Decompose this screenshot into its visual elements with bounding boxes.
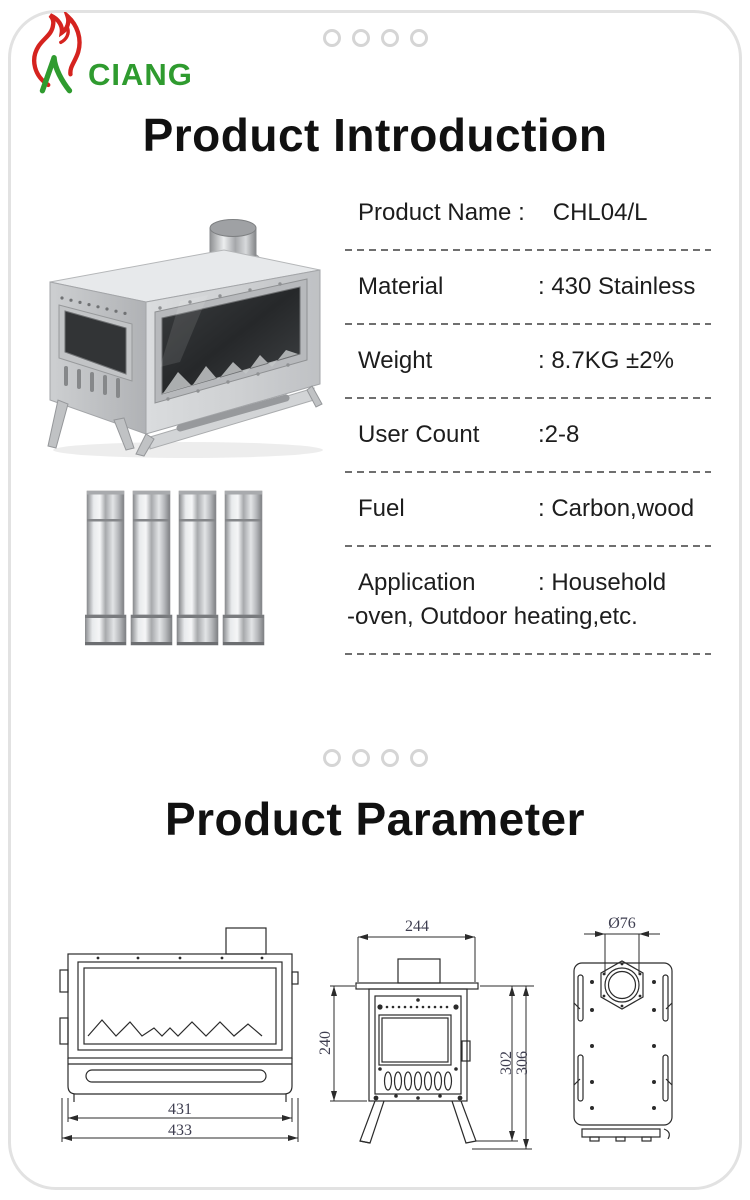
spec-label: Weight [358, 347, 433, 374]
dashed-divider [345, 323, 711, 325]
dashed-divider [345, 471, 711, 473]
spec-label: Fuel [358, 495, 405, 522]
dot-icon [381, 29, 399, 47]
dashed-divider [345, 397, 711, 399]
pipe-segment [131, 491, 172, 645]
dashed-divider [345, 545, 711, 547]
spec-value: : 430 Stainless [538, 273, 696, 300]
stove-product-image [28, 202, 333, 460]
chimney-pipes-image [85, 487, 265, 652]
dot-icon [323, 749, 341, 767]
dot-icon [410, 749, 428, 767]
dot-icon [323, 29, 341, 47]
spec-value: :2-8 [538, 421, 580, 448]
dim-label-431: 431 [168, 1101, 192, 1118]
brand-logo [26, 12, 193, 94]
dim-label-diameter-76: Ø76 [608, 915, 636, 932]
spec-row-weight [345, 344, 711, 378]
stove-side-drawing [312, 903, 547, 1165]
spec-row-fuel [345, 492, 711, 526]
spec-row-user-count [345, 418, 711, 452]
spec-row-product-name [345, 196, 711, 230]
spec-value-continuation: -oven, Outdoor heating,etc. [347, 603, 638, 630]
dim-label-433: 433 [168, 1122, 192, 1139]
decorative-dots-middle [0, 749, 750, 767]
dim-label-240: 240 [317, 1031, 334, 1055]
stove-top-drawing [552, 903, 742, 1165]
decorative-dots-top [0, 29, 750, 47]
spec-value: : 8.7KG ±2% [538, 347, 674, 374]
dim-label-244: 244 [405, 918, 429, 935]
parameter-title: Product Parameter [164, 793, 586, 845]
dim-label-306: 306 [514, 1051, 531, 1075]
spec-label: User Count [358, 421, 480, 448]
spec-value: : Carbon,wood [538, 495, 695, 522]
stove-front-drawing [58, 918, 303, 1153]
dot-icon [352, 749, 370, 767]
spec-row-material [345, 270, 711, 304]
flame-icon [26, 12, 84, 94]
dashed-divider [345, 653, 711, 655]
spec-value: CHL04/L [552, 199, 648, 226]
pipe-segment [177, 491, 218, 645]
spec-label: Application [358, 569, 476, 596]
pipe-segment [223, 491, 264, 645]
dot-icon [410, 29, 428, 47]
spec-label: Product Name : [358, 199, 525, 226]
spec-value: : Household [538, 569, 667, 596]
dashed-divider [345, 249, 711, 251]
dot-icon [381, 749, 399, 767]
brand-name: CIANG [88, 57, 193, 92]
spec-label: Material [358, 273, 444, 300]
dim-label-302: 302 [498, 1051, 515, 1075]
spec-row-application [345, 566, 711, 600]
spec-list [345, 196, 711, 674]
intro-title: Product Introduction [142, 109, 608, 161]
dot-icon [352, 29, 370, 47]
pipe-segment [85, 491, 126, 645]
